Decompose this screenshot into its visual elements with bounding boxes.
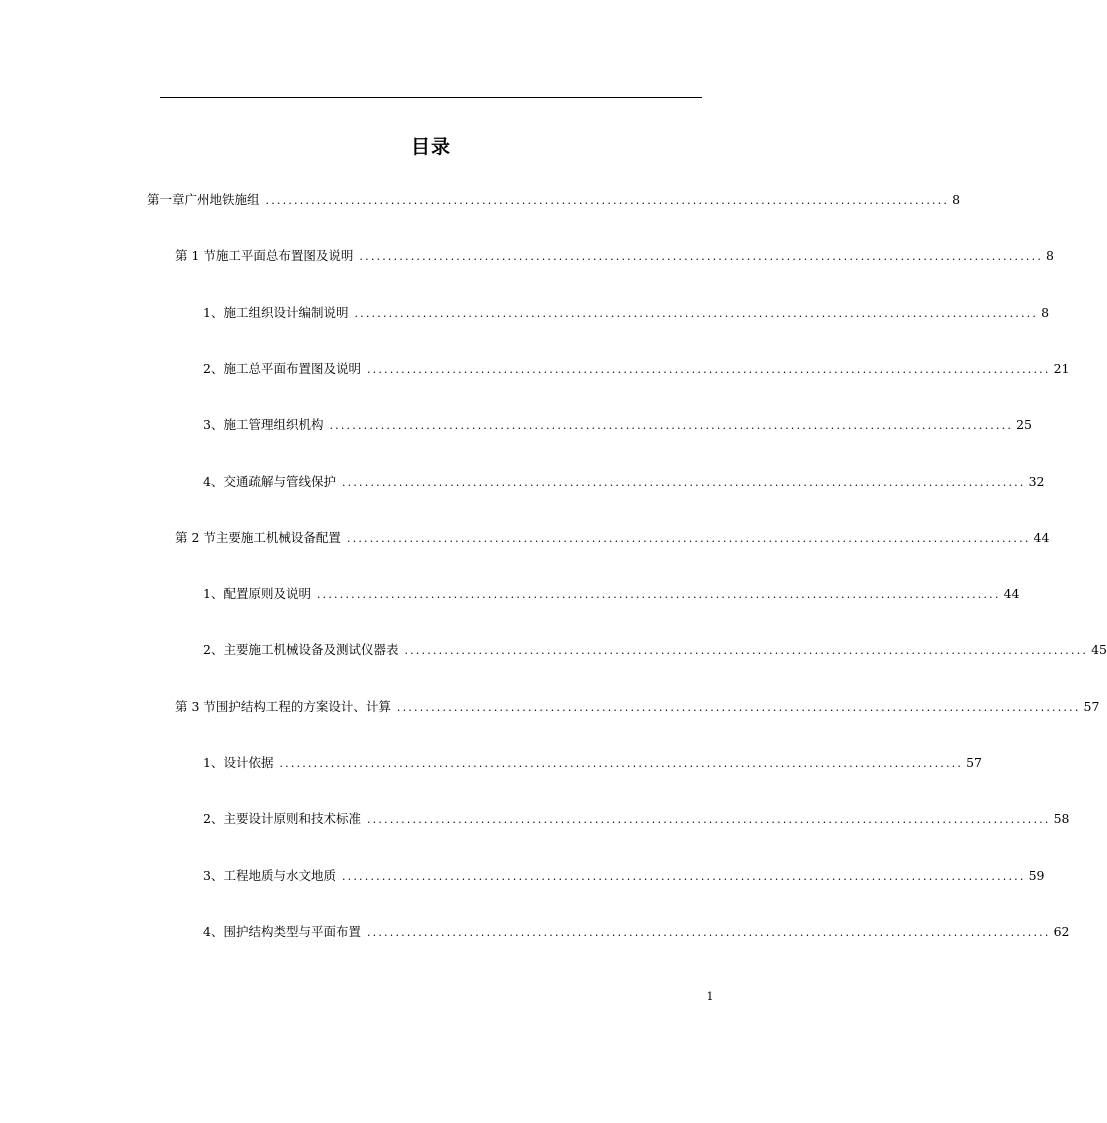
toc-entry-title: 围护结构工程的方案设计、计算 xyxy=(215,699,391,714)
toc-entry-page: 57 xyxy=(1083,699,1100,714)
toc-leader-dots: ........................................................................................................................ xyxy=(329,419,1014,432)
toc-leader-dots: ........................................................................................................................ xyxy=(316,588,1001,601)
toc-entry-title: 配置原则及说明 xyxy=(223,586,311,601)
toc-entry[interactable] xyxy=(203,922,1070,943)
toc-entry-number: 第 3 节 xyxy=(175,699,216,714)
toc-entry-number: 2、 xyxy=(203,811,224,826)
toc-title: 目录 xyxy=(410,136,451,158)
header-rule xyxy=(160,97,702,98)
toc-leader-dots: ........................................................................................................................ xyxy=(346,532,1031,545)
toc-entry[interactable] xyxy=(203,415,1032,436)
toc-entry-title: 施工管理组织机构 xyxy=(223,417,324,432)
toc-entry[interactable] xyxy=(203,866,1045,887)
toc-entry-page: 8 xyxy=(1041,305,1050,320)
page-number: 1 xyxy=(706,990,714,1003)
toc-entry-title: 主要施工机械设备配置 xyxy=(215,530,341,545)
toc-leader-dots: ........................................................................................................................ xyxy=(366,363,1051,376)
toc-entry-page: 8 xyxy=(952,192,961,207)
toc-entry-title: 设计依据 xyxy=(223,755,274,770)
toc-entry[interactable] xyxy=(203,359,1070,380)
toc-entry-page: 58 xyxy=(1053,811,1070,826)
toc-entry-title: 施工组织设计编制说明 xyxy=(223,305,349,320)
toc-entry-number: 第一章 xyxy=(147,192,185,207)
toc-entry-number: 第 1 节 xyxy=(175,248,216,263)
toc-entry-page: 57 xyxy=(966,755,982,770)
toc-entry-page: 59 xyxy=(1028,868,1045,883)
toc-entry[interactable] xyxy=(203,640,1107,661)
toc-entry-page: 62 xyxy=(1053,924,1070,939)
toc-leader-dots: ........................................................................................................................ xyxy=(341,476,1026,489)
toc-leader-dots: ........................................................................................................................ xyxy=(404,644,1089,657)
toc-entry[interactable] xyxy=(175,528,1050,549)
toc-leader-dots: ........................................................................................................................ xyxy=(396,701,1081,714)
toc-entry-number: 2、 xyxy=(203,642,224,657)
toc-entry-title: 交通疏解与管线保护 xyxy=(223,474,336,489)
toc-entry-number: 1、 xyxy=(203,586,224,601)
toc-entry[interactable] xyxy=(175,246,1054,267)
toc-entry[interactable] xyxy=(203,753,982,774)
toc-entry-title: 施工总平面布置图及说明 xyxy=(223,361,361,376)
toc-leader-dots: ........................................................................................................................ xyxy=(366,813,1051,826)
toc-entry[interactable] xyxy=(203,303,1050,324)
toc-entry-number: 4、 xyxy=(203,924,224,939)
toc-leader-dots: ........................................................................................................................ xyxy=(354,307,1039,320)
toc-entry[interactable] xyxy=(203,584,1020,605)
toc-entry-number: 1、 xyxy=(203,305,224,320)
toc-entry-title: 主要设计原则和技术标准 xyxy=(223,811,361,826)
toc-entry-number: 第 2 节 xyxy=(175,530,216,545)
toc-entry-page: 21 xyxy=(1053,361,1070,376)
toc-entry-number: 1、 xyxy=(203,755,224,770)
toc-leader-dots: ........................................................................................................................ xyxy=(359,250,1044,263)
toc-entry-title: 施工平面总布置图及说明 xyxy=(215,248,354,263)
toc-entry-number: 4、 xyxy=(203,474,224,489)
toc-leader-dots: ........................................................................................................................ xyxy=(265,194,950,207)
toc-entry-title: 围护结构类型与平面布置 xyxy=(223,924,361,939)
toc-entry[interactable] xyxy=(175,697,1100,718)
toc-entry-title: 广州地铁施组 xyxy=(184,192,260,207)
toc-entry-page: 25 xyxy=(1016,417,1032,432)
toc-entry-number: 3、 xyxy=(203,417,224,432)
toc-entry-title: 主要施工机械设备及测试仪器表 xyxy=(223,642,399,657)
toc-entry-number: 2、 xyxy=(203,361,224,376)
toc-entry[interactable] xyxy=(147,190,961,211)
toc-entry-page: 45 xyxy=(1091,642,1107,657)
toc-entry[interactable] xyxy=(203,472,1045,493)
toc-entry-page: 32 xyxy=(1028,474,1045,489)
toc-entry-number: 3、 xyxy=(203,868,224,883)
toc-entry-page: 8 xyxy=(1046,248,1054,263)
toc-entry-page: 44 xyxy=(1003,586,1020,601)
toc-entry[interactable] xyxy=(203,809,1070,830)
toc-leader-dots: ........................................................................................................................ xyxy=(279,757,964,770)
toc-leader-dots: ........................................................................................................................ xyxy=(341,870,1026,883)
toc-entry-page: 44 xyxy=(1033,530,1050,545)
toc-leader-dots: ........................................................................................................................ xyxy=(366,926,1051,939)
toc-entry-title: 工程地质与水文地质 xyxy=(223,868,336,883)
